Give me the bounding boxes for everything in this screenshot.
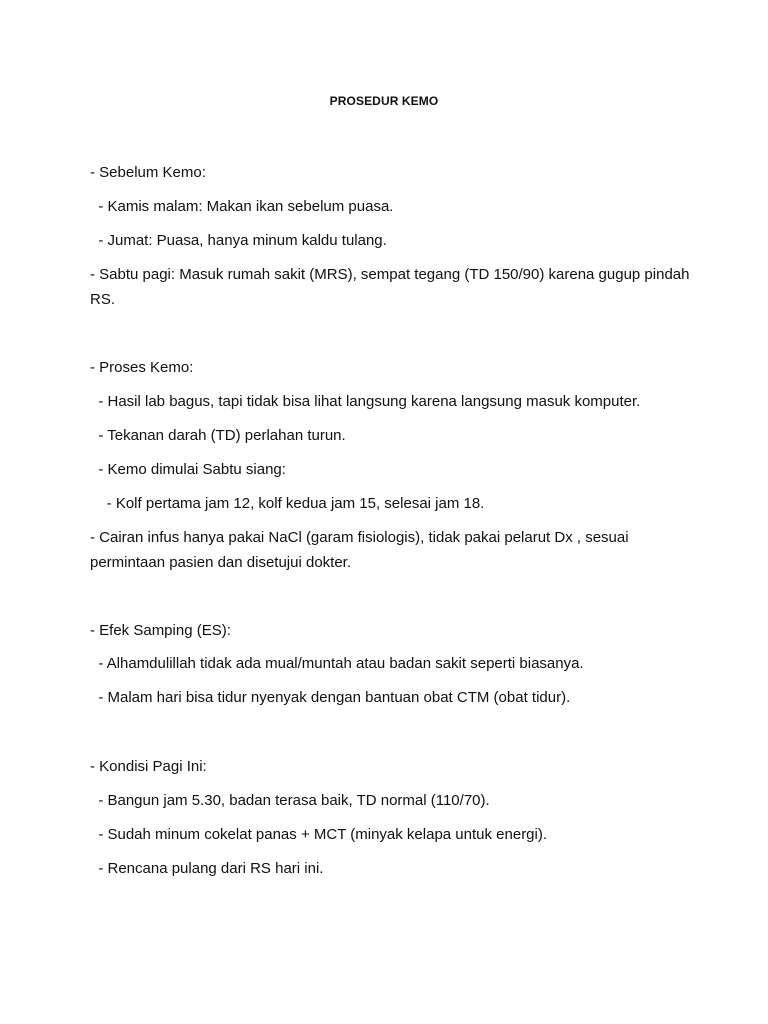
- list-item: - Malam hari bisa tidur nyenyak dengan bantuan obat CTM (obat tidur).: [90, 689, 571, 706]
- list-item: - Bangun jam 5.30, badan terasa baik, TD normal (110/70).: [90, 792, 490, 809]
- list-item: - Tekanan darah (TD) perlahan turun.: [90, 427, 346, 444]
- list-item: - Kolf pertama jam 12, kolf kedua jam 15, selesai jam 18.: [90, 495, 485, 512]
- section-heading-sebelum-kemo: - Sebelum Kemo:: [90, 164, 206, 181]
- list-item: - Cairan infus hanya pakai NaCl (garam fisiologis), tidak pakai pelarut Dx , sesuai permintaan pasien dan disetujui dokter.: [90, 529, 629, 571]
- list-item: - Kamis malam: Makan ikan sebelum puasa.: [90, 198, 394, 215]
- list-item: - Jumat: Puasa, hanya minum kaldu tulang.: [90, 232, 387, 249]
- section-heading-kondisi-pagi-ini: - Kondisi Pagi Ini:: [90, 758, 207, 775]
- list-item: - Hasil lab bagus, tapi tidak bisa lihat langsung karena langsung masuk komputer.: [90, 393, 641, 410]
- list-item: - Sabtu pagi: Masuk rumah sakit (MRS), sempat tegang (TD 150/90) karena gugup pindah RS.: [90, 266, 690, 308]
- document-title: PROSEDUR KEMO: [329, 94, 439, 108]
- list-item: - Rencana pulang dari RS hari ini.: [90, 860, 324, 877]
- list-item: - Alhamdulillah tidak ada mual/muntah atau badan sakit seperti biasanya.: [90, 655, 584, 672]
- list-item: - Sudah minum cokelat panas + MCT (minyak kelapa untuk energi).: [90, 826, 548, 843]
- list-item: - Kemo dimulai Sabtu siang:: [90, 461, 286, 478]
- section-heading-proses-kemo: - Proses Kemo:: [90, 359, 194, 376]
- section-heading-efek-samping: - Efek Samping (ES):: [90, 622, 231, 639]
